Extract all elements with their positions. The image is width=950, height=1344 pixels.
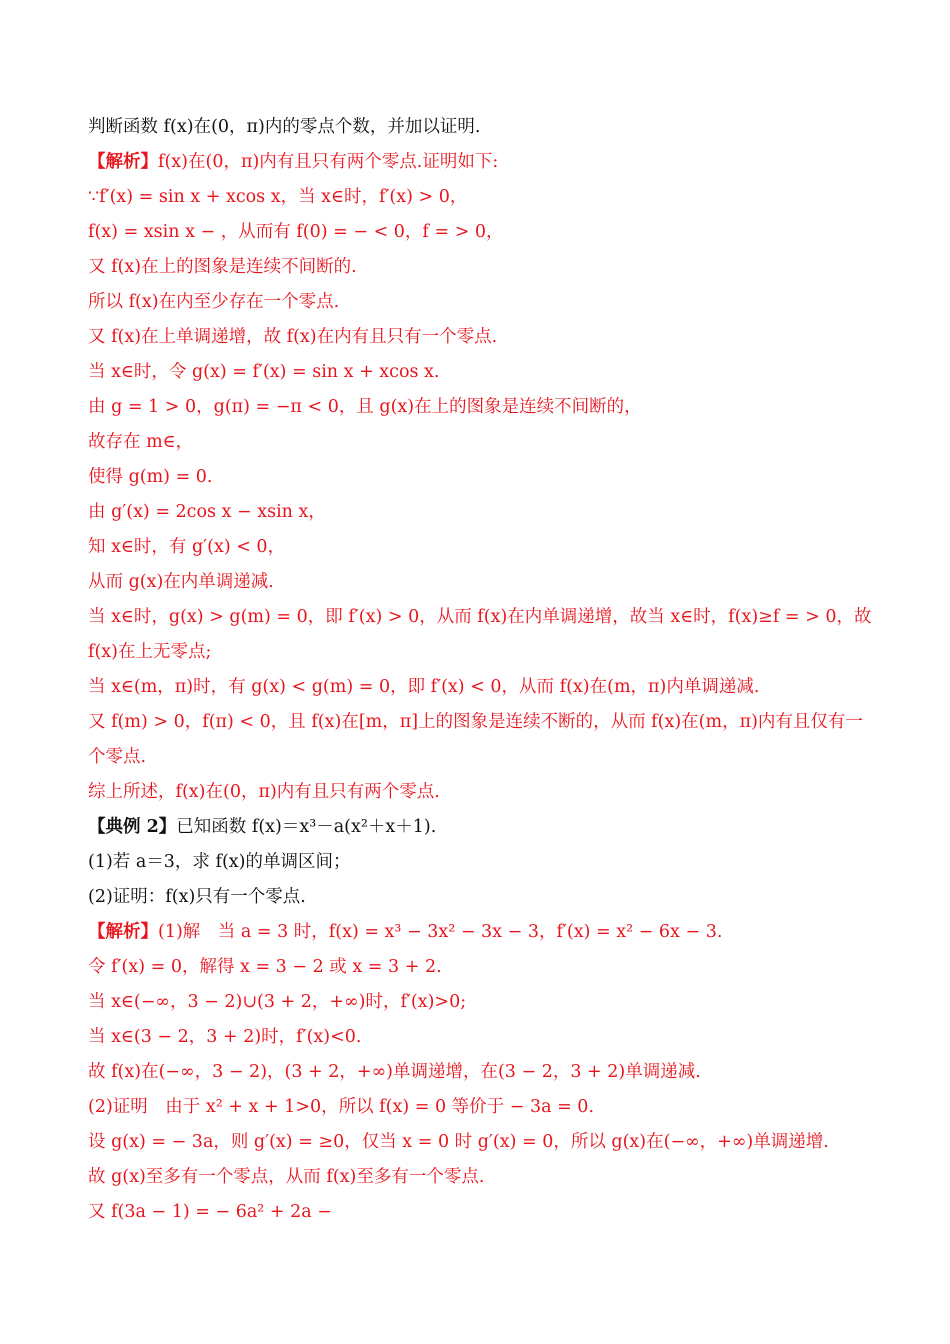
solution-line: 当 x∈时，g(x) > g(m) = 0，即 f′(x) > 0，从而 f(x)在内单调递增，故当 x∈时，f(x)≥f = > 0，故 bbox=[88, 607, 872, 627]
solution-line: 又 f(3a − 1) = − 6a² + 2a − bbox=[88, 1202, 332, 1222]
solution-line: 又 f(x)在上单调递增，故 f(x)在内有且只有一个零点. bbox=[88, 327, 498, 347]
solution-line: 故存在 m∈， bbox=[88, 432, 194, 452]
problem-statement: 判断函数 f(x)在(0，π)内的零点个数，并加以证明. bbox=[88, 117, 481, 137]
solution-tag: 【解析】 bbox=[88, 922, 158, 942]
solution-line: 当 x∈(3 − 2，3 + 2)时，f′(x)<0. bbox=[88, 1027, 362, 1047]
solution-line: 又 f(x)在上的图象是连续不间断的. bbox=[88, 257, 357, 277]
solution-line: 知 x∈时，有 g′(x) < 0， bbox=[88, 537, 286, 557]
solution-line: 又 f(m) > 0，f(π) < 0，且 f(x)在[m，π]上的图象是连续不断的，从而 f(x)在(m，π)内有且仅有一 bbox=[88, 712, 863, 732]
example-tag: 【典例 2】 bbox=[88, 817, 177, 837]
solution-line: 设 g(x) = − 3a，则 g′(x) = ≥0，仅当 x = 0 时 g′(x) = 0，所以 g(x)在(−∞，+∞)单调递增. bbox=[88, 1132, 829, 1152]
solution-line: 使得 g(m) = 0. bbox=[88, 467, 213, 487]
solution-heading: 【解析】f(x)在(0，π)内有且只有两个零点.证明如下: bbox=[88, 152, 499, 172]
solution-line: 所以 f(x)在内至少存在一个零点. bbox=[88, 292, 340, 312]
solution-line: 当 x∈(m，π)时，有 g(x) < g(m) = 0，即 f′(x) < 0，从而 f(x)在(m，π)内单调递减. bbox=[88, 677, 760, 697]
solution-line: 故 g(x)至多有一个零点，从而 f(x)至多有一个零点. bbox=[88, 1167, 485, 1187]
solution-line: f(x)在上无零点; bbox=[88, 642, 212, 662]
example-2-part-1: (1)若 a＝3，求 f(x)的单调区间； bbox=[88, 852, 351, 872]
solution-heading: 【解析】(1)解 当 a = 3 时，f(x) = x³ − 3x² − 3x − 3，f′(x) = x² − 6x − 3. bbox=[88, 922, 723, 942]
solution-line: 当 x∈时，令 g(x) = f′(x) = sin x + xcos x. bbox=[88, 362, 440, 382]
solution-tag: 【解析】 bbox=[88, 152, 158, 172]
solution-line: 故 f(x)在(−∞，3 − 2)，(3 + 2，+∞)单调递增，在(3 − 2，3 + 2)单调递减. bbox=[88, 1062, 701, 1082]
document-page bbox=[88, 110, 878, 1230]
example-2-part-2: (2)证明：f(x)只有一个零点. bbox=[88, 887, 306, 907]
solution-line: (2)证明 由于 x² + x + 1>0，所以 f(x) = 0 等价于 − 3a = 0. bbox=[88, 1097, 595, 1117]
solution-line: 从而 g(x)在内单调递减. bbox=[88, 572, 274, 592]
solution-line: 由 g′(x) = 2cos x − xsin x， bbox=[88, 502, 326, 522]
example-2-heading: 【典例 2】已知函数 f(x)＝x³－a(x²＋x＋1). bbox=[88, 817, 437, 837]
solution-line: f(x) = xsin x − ，从而有 f(0) = − < 0，f = > 0， bbox=[88, 222, 504, 242]
solution-conclusion: 综上所述，f(x)在(0，π)内有且只有两个零点. bbox=[88, 782, 440, 802]
solution-line: 由 g = 1 > 0，g(π) = −π < 0，且 g(x)在上的图象是连续不间断的， bbox=[88, 397, 642, 417]
solution-line: 当 x∈(−∞，3 − 2)∪(3 + 2，+∞)时，f′(x)>0; bbox=[88, 992, 467, 1012]
solution-line: ∵f′(x) = sin x + xcos x，当 x∈时，f′(x) > 0， bbox=[88, 187, 468, 207]
solution-line: 令 f′(x) = 0，解得 x = 3 − 2 或 x = 3 + 2. bbox=[88, 957, 442, 977]
solution-line: 个零点. bbox=[88, 747, 147, 767]
